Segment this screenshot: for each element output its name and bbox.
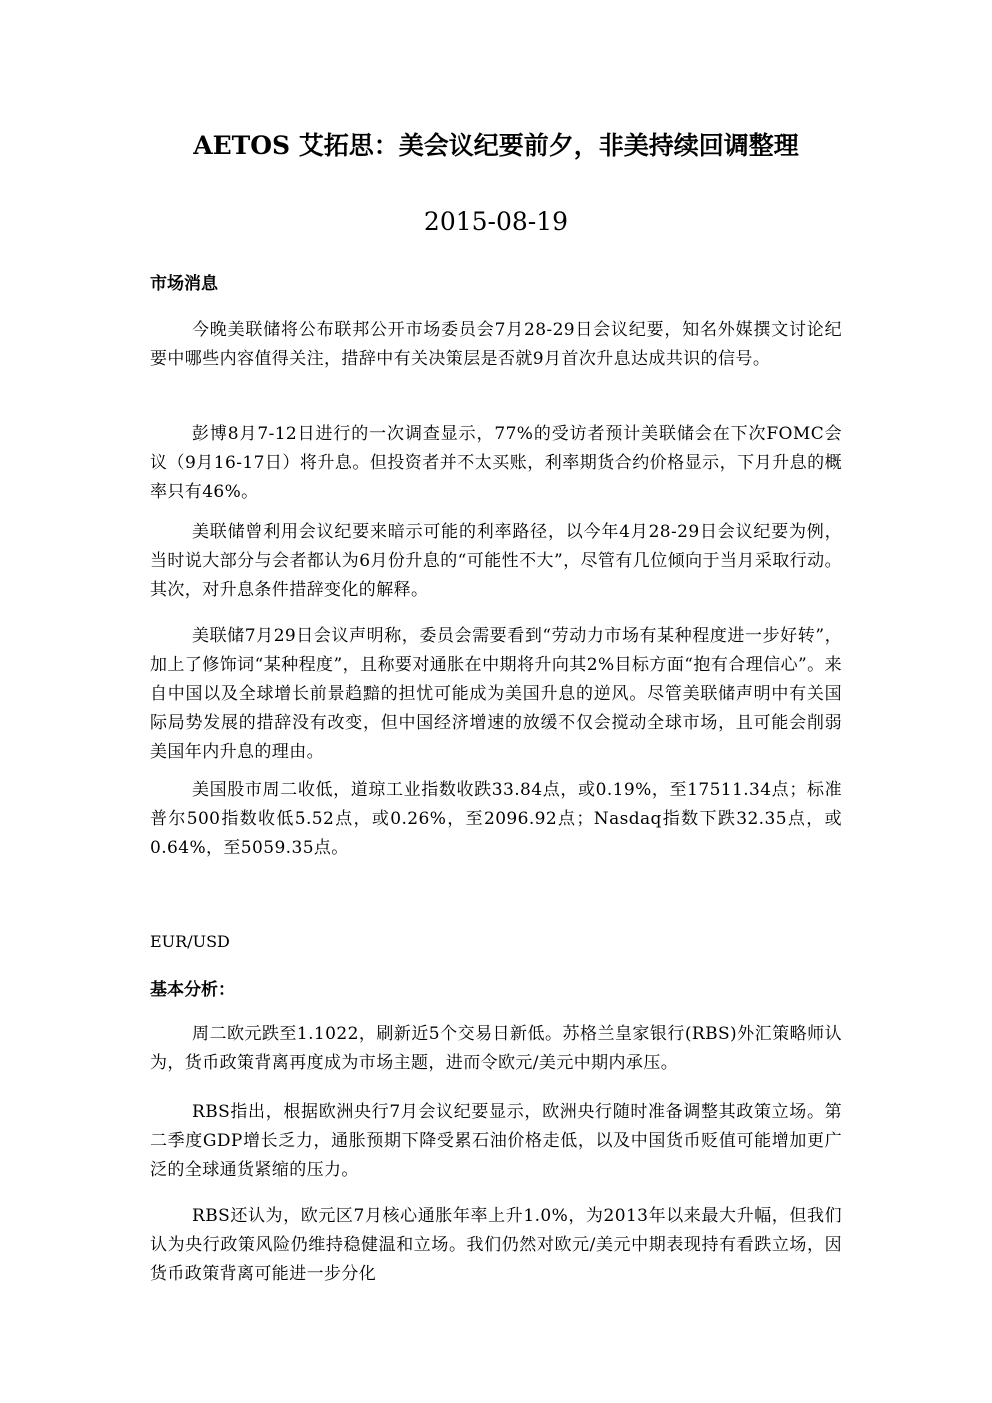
market-news-paragraph-4: 美联储7月29日会议声明称，委员会需要看到“劳动力市场有某种程度进一步好转”，加上了修饰词“某种程度”，且称要对通胀在中期将升向其2%目标方面“抱有合理信心”。来自中国以及全球增长前景趋黯的担忧可能成为美国升息的逆风。尽管美联储声明中有关国际局势发展的措辞没有改变，但中国经济增速的放缓不仅会搅动全球市场，且可能会削弱美国年内升息的理由。 bbox=[150, 626, 842, 762]
eurusd-section-label: EUR/USD bbox=[150, 932, 230, 951]
document-date: 2015-08-19 bbox=[423, 207, 569, 236]
eurusd-paragraph-3: RBS还认为，欧元区7月核心通胀年率上升1.0%，为2013年以来最大升幅，但我们认为央行政策风险仍维持稳健温和立场。我们仍然对欧元/美元中期表现持有看跌立场，因货币政策背离可能进一步分化 bbox=[150, 1206, 842, 1284]
eurusd-paragraph-2: RBS指出，根据欧洲央行7月会议纪要显示，欧洲央行随时准备调整其政策立场。第二季度GDP增长乏力，通胀预期下降受累石油价格走低，以及中国货币贬值可能增加更广泛的全球通货紧缩的压力。 bbox=[150, 1102, 842, 1180]
document-title: AETOS 艾拓思：美会议纪要前夕，非美持续回调整理 bbox=[193, 131, 799, 160]
market-news-paragraph-2: 彭博8月7-12日进行的一次调查显示，77%的受访者预计美联储会在下次FOMC会议（9月16-17日）将升息。但投资者并不太买账，利率期货合约价格显示，下月升息的概率只有46%。 bbox=[150, 424, 842, 502]
market-news-heading: 市场消息 bbox=[150, 274, 218, 294]
market-news-paragraph-1: 今晚美联储将公布联邦公开市场委员会7月28-29日会议纪要，知名外媒撰文讨论纪要中哪些内容值得关注，措辞中有关决策层是否就9月首次升息达成共识的信号。 bbox=[150, 320, 842, 369]
eurusd-analysis-heading: 基本分析： bbox=[150, 980, 235, 1000]
market-news-paragraph-3: 美联储曾利用会议纪要来暗示可能的利率路径，以今年4月28-29日会议纪要为例，当时说大部分与会者都认为6月份升息的“可能性不大”，尽管有几位倾向于当月采取行动。其次，对升息条件措辞变化的解释。 bbox=[150, 522, 842, 600]
market-news-paragraph-5: 美国股市周二收低，道琼工业指数收跌33.84点，或0.19%，至17511.34点；标准普尔500指数收低5.52点，或0.26%，至2096.92点；Nasdaq指数下跌32.35点，或0.64%，至5059.35点。 bbox=[150, 780, 842, 858]
eurusd-paragraph-1: 周二欧元跌至1.1022，刷新近5个交易日新低。苏格兰皇家银行(RBS)外汇策略师认为，货币政策背离再度成为市场主题，进而令欧元/美元中期内承压。 bbox=[150, 1024, 842, 1073]
